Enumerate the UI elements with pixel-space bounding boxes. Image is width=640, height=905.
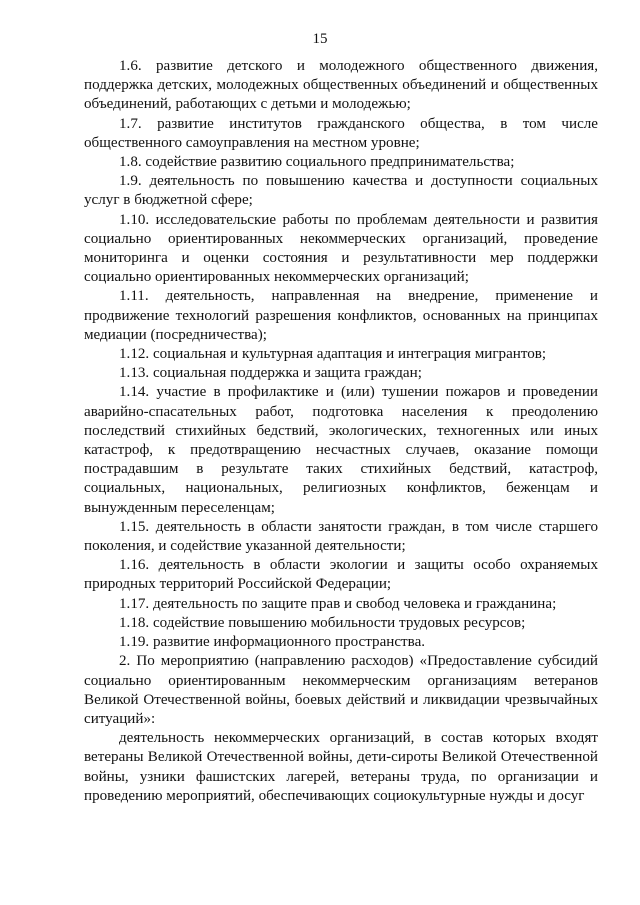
paragraph-2: 2. По мероприятию (направлению расходов) «Предоставление субсидий социально ориентированным некоммерческим организациям ветеранов Великой Отечественной войны, боевых действий и ликвидации чрезвычайных ситуаций»: <box>84 653 598 727</box>
paragraph-1-7: 1.7. развитие институтов гражданского общества, в том числе общественного самоуправления на местном уровне; <box>84 115 598 151</box>
paragraph-2-activity: деятельность некоммерческих организаций, в состав которых входят ветераны Великой Отечественной войны, дети-сироты Великой Отечественной войны, узники фашистских лагерей, ветераны труда, по организации и проведению мероприятий, обеспечивающих социокультурные нужды и досуг <box>84 730 598 804</box>
paragraph-1-14: 1.14. участие в профилактике и (или) тушении пожаров и проведении аварийно-спасательных работ, подготовка населения к преодолению последствий стихийных бедствий, экологических, техногенных или иных катастроф, к предотвращению несчастных случаев, оказание помощи пострадавшим в результате таких стихийных бедствий, катастроф, социальных, национальных, религиозных конфликтов, беженцам и вынужденным переселенцам; <box>84 384 598 516</box>
paragraph-1-16: 1.16. деятельность в области экологии и защиты особо охраняемых природных территорий Российской Федерации; <box>84 557 598 593</box>
page-number: 15 <box>312 31 328 47</box>
paragraph-1-12: 1.12. социальная и культурная адаптация и интеграция мигрантов; <box>119 346 547 363</box>
paragraph-1-11: 1.11. деятельность, направленная на внедрение, применение и продвижение технологий разрешения конфликтов, основанных на принципах медиации (посредничества); <box>84 288 598 343</box>
paragraph-1-18: 1.18. содействие повышению мобильности трудовых ресурсов; <box>119 614 526 631</box>
paragraph-1-8: 1.8. содействие развитию социального предпринимательства; <box>119 154 515 171</box>
document-body <box>84 57 598 806</box>
paragraph-1-13: 1.13. социальная поддержка и защита граждан; <box>119 365 422 382</box>
paragraph-1-19: 1.19. развитие информационного пространства. <box>119 634 426 651</box>
paragraph-1-17: 1.17. деятельность по защите прав и свобод человека и гражданина; <box>119 595 557 612</box>
paragraph-1-9: 1.9. деятельность по повышению качества и доступности социальных услуг в бюджетной сфере; <box>84 173 598 209</box>
paragraph-1-6: 1.6. развитие детского и молодежного общественного движения, поддержка детских, молодежных общественных объединений и общественных объединений, работающих с детьми и молодежью; <box>84 58 598 113</box>
paragraph-1-10: 1.10. исследовательские работы по проблемам деятельности и развития социально ориентированных некоммерческих организаций, проведение мониторинга и оценки состояния и результативности мер поддержки социально ориентированных некоммерческих организаций; <box>84 211 598 286</box>
paragraph-1-15: 1.15. деятельность в области занятости граждан, в том числе старшего поколения, и содействие указанной деятельности; <box>84 518 598 555</box>
